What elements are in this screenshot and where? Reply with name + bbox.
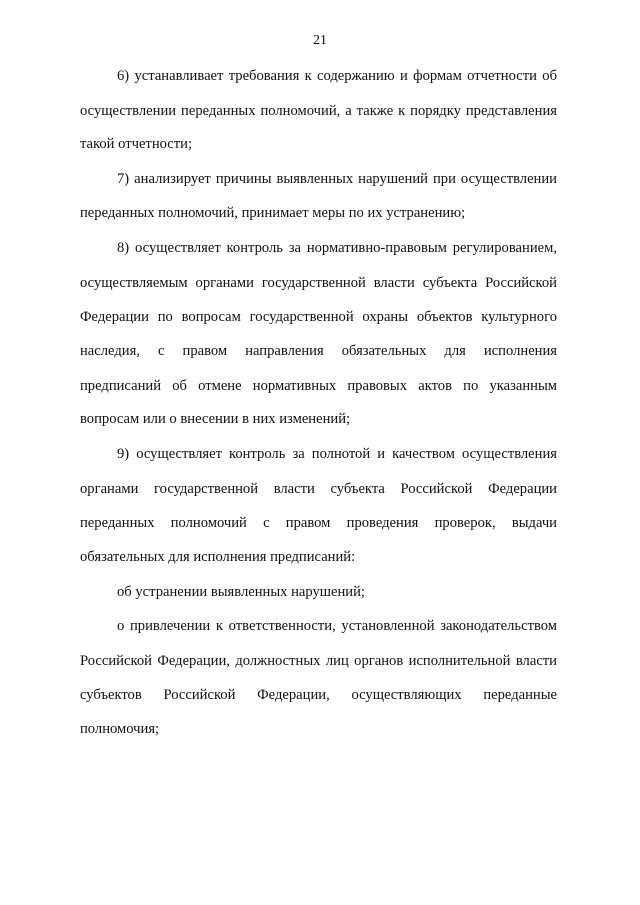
- text-line: 7) анализирует причины выявленных нарушений при осуществлении: [117, 171, 557, 187]
- text-line: 6) устанавливает требования к содержанию и формам отчетности об: [117, 68, 557, 84]
- text-line: о привлечении к ответственности, установленной законодательством: [117, 618, 557, 634]
- text-line: 9) осуществляет контроль за полнотой и качеством осуществления: [117, 446, 557, 462]
- text-line: наследия, с правом направления обязательных для исполнения: [80, 343, 557, 359]
- text-line: полномочия;: [80, 721, 160, 737]
- text-line: субъектов Российской Федерации, осуществляющих переданные: [80, 687, 557, 703]
- text-line: органами государственной власти субъекта Российской Федерации: [80, 481, 557, 497]
- text-line: 8) осуществляет контроль за нормативно-правовым регулированием,: [117, 240, 557, 256]
- text-line: Российской Федерации, должностных лиц органов исполнительной власти: [80, 653, 557, 669]
- page-number: 21: [313, 33, 327, 48]
- text-line: осуществляемым органами государственной власти субъекта Российской: [80, 275, 557, 291]
- text-line: такой отчетности;: [80, 136, 193, 152]
- text-line: переданных полномочий, принимает меры по их устранению;: [80, 205, 466, 221]
- text-line: вопросам или о внесении в них изменений;: [80, 411, 351, 427]
- text-line: предписаний об отмене нормативных правовых актов по указанным: [80, 378, 557, 394]
- text-line: Федерации по вопросам государственной охраны объектов культурного: [80, 309, 557, 325]
- text-line: переданных полномочий с правом проведения проверок, выдачи: [80, 515, 557, 531]
- text-line: осуществлении переданных полномочий, а также к порядку представления: [80, 103, 557, 119]
- text-line: обязательных для исполнения предписаний:: [80, 549, 356, 565]
- text-line: об устранении выявленных нарушений;: [117, 584, 365, 600]
